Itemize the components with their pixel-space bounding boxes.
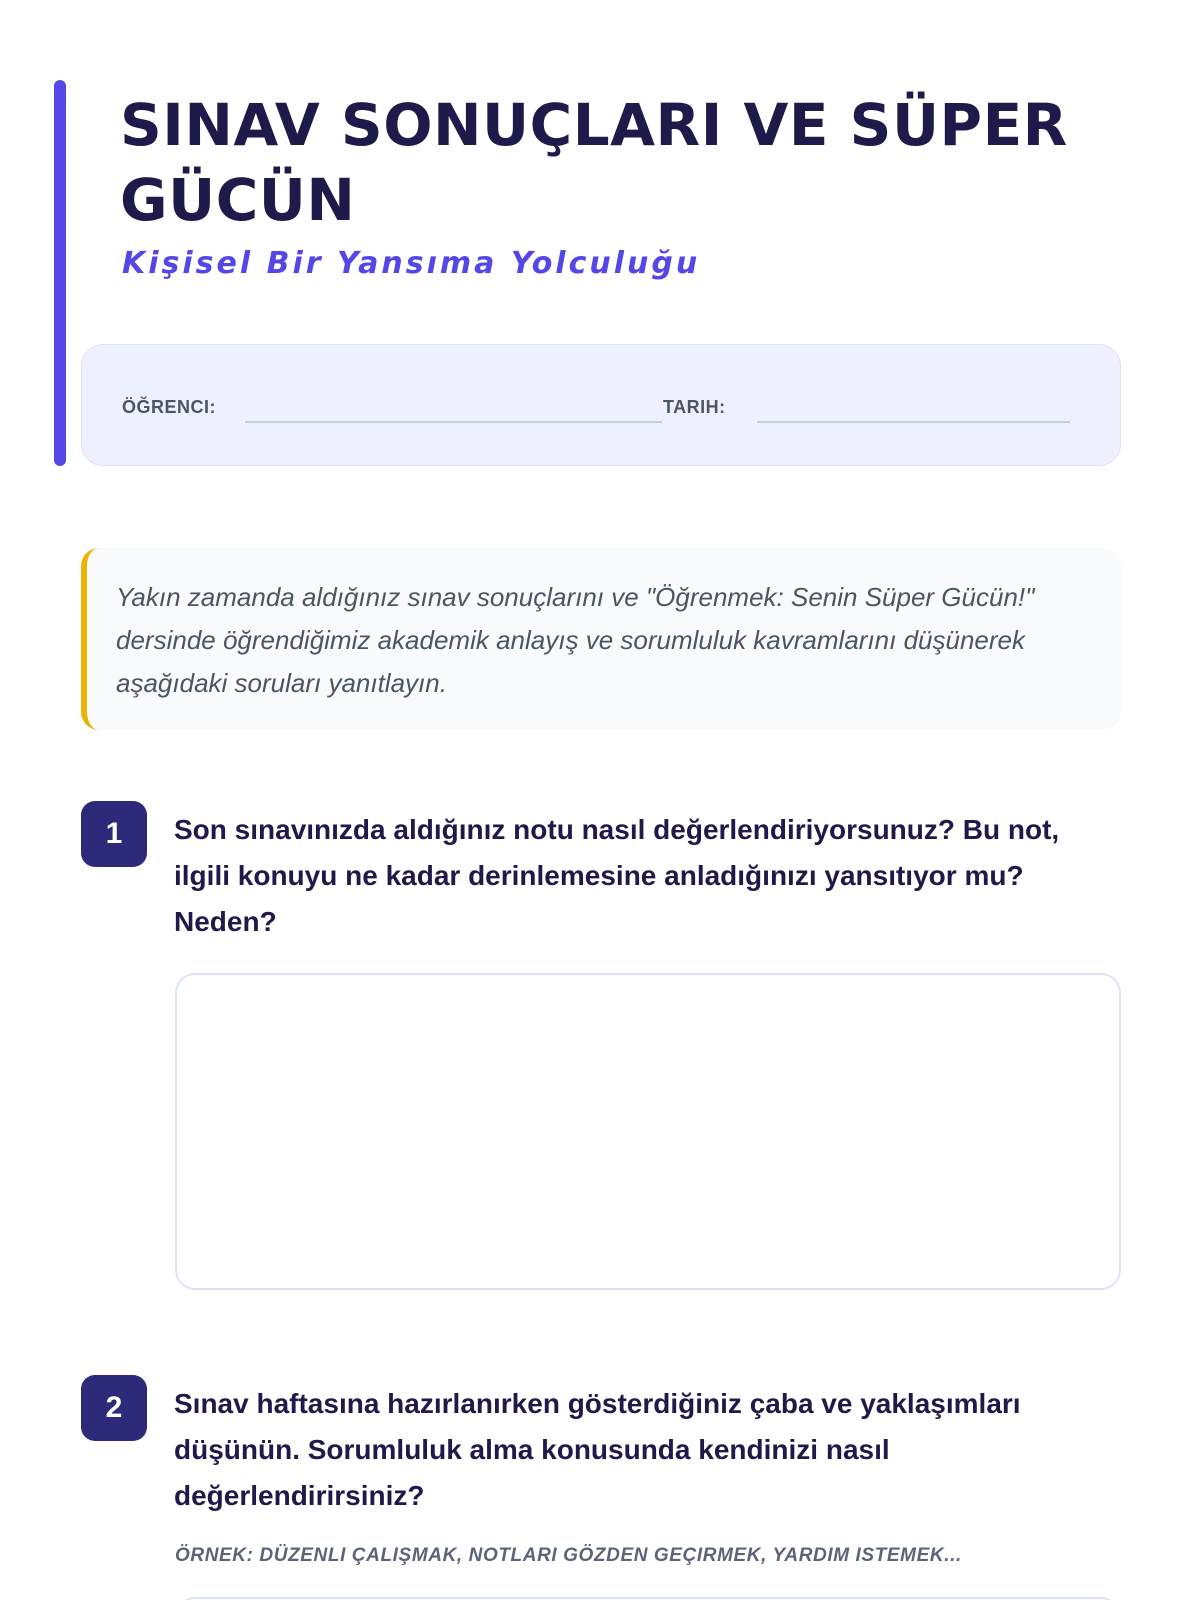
- instructions-box: [81, 548, 1121, 730]
- answer-input[interactable]: [175, 973, 1121, 1290]
- accent-bar: [54, 80, 66, 466]
- date-field[interactable]: [757, 421, 1070, 423]
- question-hint: ÖRNEK: DÜZENLI ÇALIŞMAK, NOTLARI GÖZDEN GEÇIRMEK, YARDIM ISTEMEK...: [175, 1545, 962, 1566]
- date-label: TARIH:: [663, 397, 726, 417]
- question-number-badge: 2: [81, 1375, 147, 1441]
- student-name-field[interactable]: [245, 421, 662, 423]
- question-text: Son sınavınızda aldığınız notu nasıl değerlendiriyorsunuz? Bu not, ilgili konuyu ne kadar derinlemesine anladığınızı yansıtıyor mu? Neden?: [174, 814, 1060, 937]
- student-info-box: [81, 344, 1121, 466]
- page-subtitle: Kişisel Bir Yansıma Yolculuğu: [122, 246, 701, 281]
- page-title: SINAV SONUÇLARI VE SÜPER GÜCÜN: [120, 91, 1068, 234]
- student-label: ÖĞRENCI:: [122, 397, 216, 417]
- question-number-badge: 1: [81, 801, 147, 867]
- question-text: Sınav haftasına hazırlanırken gösterdiğiniz çaba ve yaklaşımları düşünün. Sorumluluk alma konusunda kendinizi nasıl değerlendirirsiniz?: [174, 1388, 1021, 1511]
- instructions-text: Yakın zamanda aldığınız sınav sonuçlarını ve "Öğrenmek: Senin Süper Gücün!" dersinde öğrendiğimiz akademik anlayış ve sorumluluk kavramlarını düşünerek aşağıdaki soruları yanıtlayın.: [116, 582, 1035, 698]
